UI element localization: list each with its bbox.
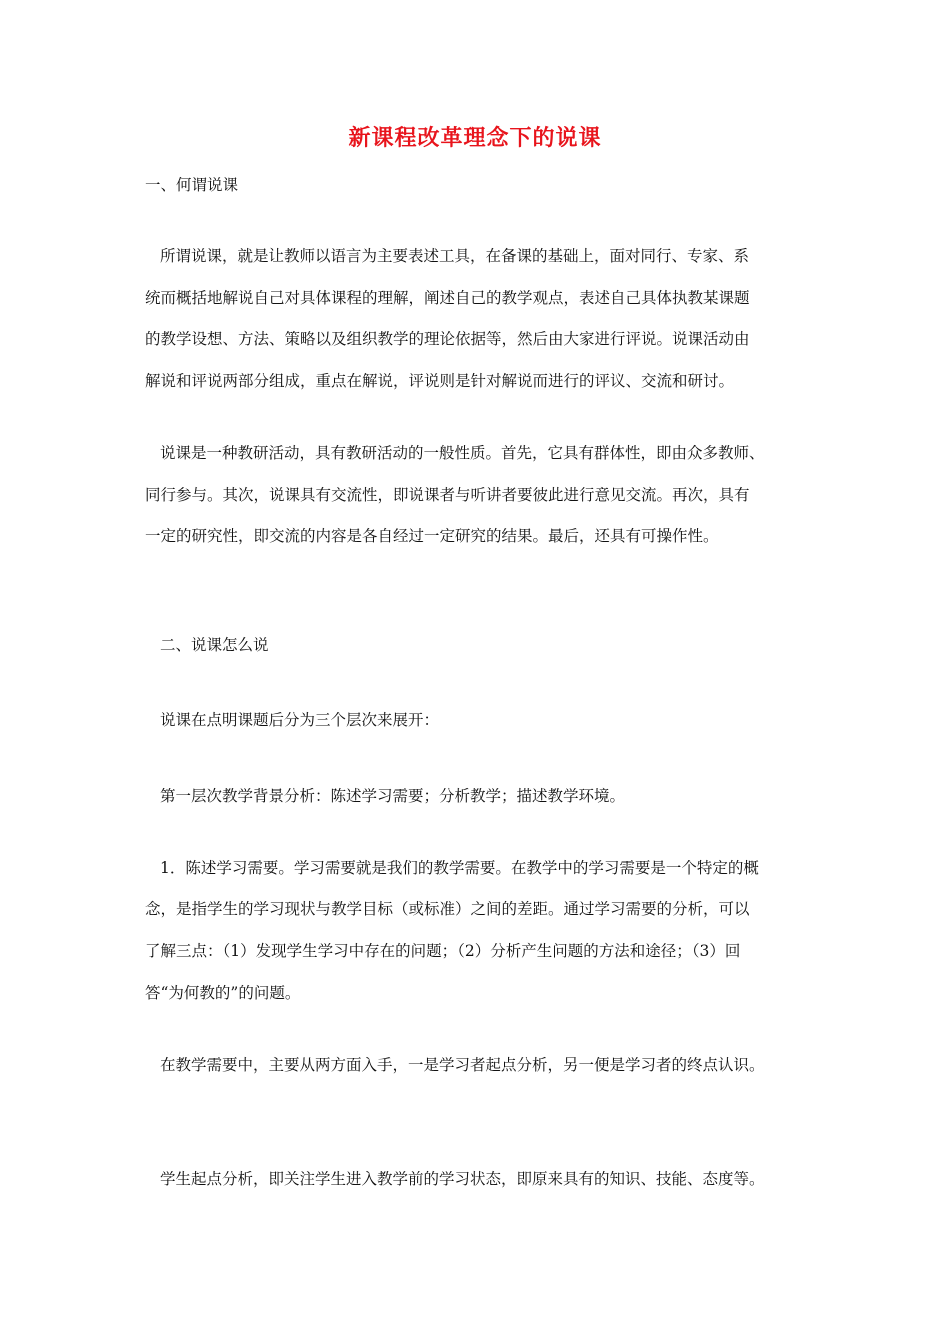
paragraph-line: 了解三点：（1）发现学生学习中存在的问题；（2）分析产生问题的方法和途径；（3）回 <box>145 942 741 960</box>
document-title: 新课程改革理念下的说课 <box>348 125 602 151</box>
paragraph-line: 第一层次教学背景分析：陈述学习需要；分析教学；描述教学环境。 <box>160 787 626 805</box>
paragraph-line: 念，是指学生的学习现状与教学目标（或标准）之间的差距。通过学习需要的分析，可以 <box>145 900 750 918</box>
paragraph-line: 所谓说课，就是让教师以语言为主要表述工具，在备课的基础上，面对同行、专家、系 <box>160 247 750 265</box>
section-heading-how: 二、说课怎么说 <box>160 636 269 654</box>
paragraph-line: 的教学设想、方法、策略以及组织教学的理论依据等，然后由大家进行评说。说课活动由 <box>145 330 750 348</box>
paragraph-line: 学生起点分析，即关注学生进入教学前的学习状态，即原来具有的知识、技能、态度等。 <box>160 1170 765 1188</box>
paragraph-line: 在教学需要中，主要从两方面入手，一是学习者起点分析，另一便是学习者的终点认识。 <box>160 1056 765 1074</box>
paragraph-line: 说课是一种教研活动，具有教研活动的一般性质。首先，它具有群体性，即由众多教师、 <box>160 444 765 462</box>
paragraph-line: 解说和评说两部分组成，重点在解说，评说则是针对解说而进行的评议、交流和研讨。 <box>145 372 735 390</box>
section-heading-what-is: 一、何谓说课 <box>145 176 239 194</box>
paragraph-line: 一定的研究性，即交流的内容是各自经过一定研究的结果。最后，还具有可操作性。 <box>145 527 719 545</box>
paragraph-line: 同行参与。其次，说课具有交流性，即说课者与听讲者要彼此进行意见交流。再次，具有 <box>145 486 750 504</box>
paragraph-line: 答“为何教的”的问题。 <box>145 984 301 1002</box>
paragraph-line: 说课在点明课题后分为三个层次来展开： <box>160 711 440 729</box>
paragraph-line: 统而概括地解说自己对具体课程的理解，阐述自己的教学观点，表述自己具体执教某课题 <box>145 289 750 307</box>
paragraph-line: 1．陈述学习需要。学习需要就是我们的教学需要。在教学中的学习需要是一个特定的概 <box>160 859 759 877</box>
